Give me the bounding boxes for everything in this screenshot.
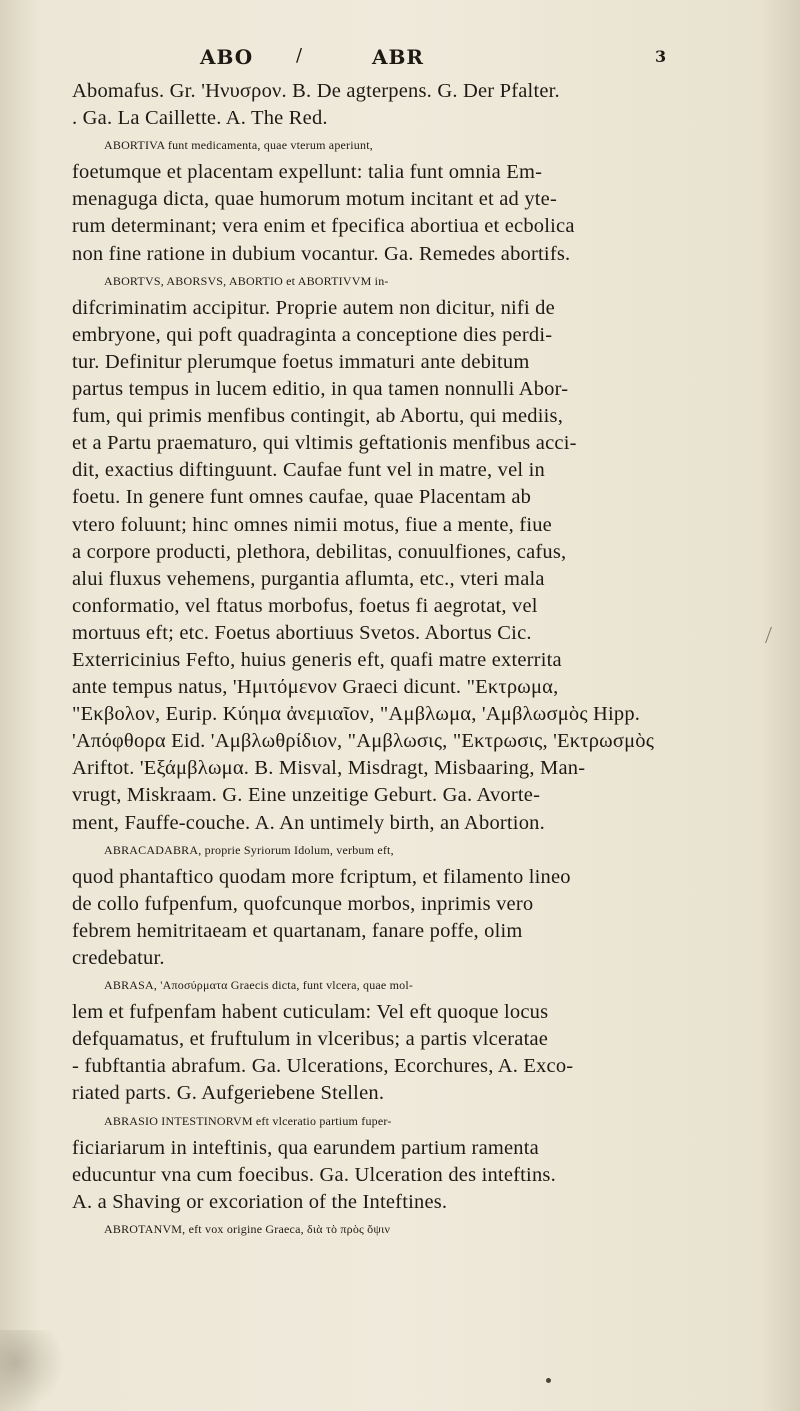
text-line: A. a Shaving or excoriation of the Inteftines.	[72, 1190, 448, 1213]
text-line: febrem hemitritaeam et quartanam, fanare poffe, olim	[72, 919, 523, 942]
text-line: a corpore producti, plethora, debilitas, conuulfiones, cafus,	[72, 540, 567, 563]
text-line: conformatio, vel ftatus morbofus, foetus fi aegrotat, vel	[72, 594, 538, 617]
dictionary-text	[72, 78, 782, 1243]
header-center-word: ABR	[372, 45, 425, 69]
header-left-word: ABO	[200, 45, 254, 69]
text-line: tur. Definitur plerumque foetus immaturi ante debitum	[72, 350, 530, 373]
running-header	[200, 45, 750, 75]
text-line: foetu. In genere funt omnes caufae, quae Placentam ab	[72, 486, 532, 509]
text-line: non fine ratione in dubium vocantur. Ga. Remedes abortifs.	[72, 242, 571, 265]
text-line: ABORTIVA funt medicamenta, quae vterum aperiunt,	[104, 138, 373, 153]
text-line: foetumque et placentam expellunt: talia funt omnia Em-	[72, 161, 543, 184]
text-line: menaguga dicta, quae humorum motum incitant et ad yte-	[72, 188, 558, 211]
text-line: vrugt, Miskraam. G. Eine unzeitige Geburt. Ga. Avorte-	[72, 784, 541, 807]
text-line: ABRASA, 'Απoσύρματα Graecis dicta, funt vlcera, quae mol-	[104, 978, 414, 993]
text-line: embryone, qui poft quadraginta a conceptione dies perdi-	[72, 323, 553, 346]
text-line: de collo fufpenfum, quofcunque morbos, inprimis vero	[72, 892, 534, 915]
text-line: vtero foluunt; hinc omnes nimii motus, fiue a mente, fiue	[72, 513, 552, 536]
header-separator: /	[296, 45, 304, 66]
text-line: quod phantaftico quodam more fcriptum, et filamento lineo	[72, 865, 571, 888]
text-line: riated parts. G. Aufgeriebene Stellen.	[72, 1082, 385, 1105]
text-line: difcriminatim accipitur. Proprie autem non dicitur, nifi de	[72, 296, 555, 319]
text-line: mortuus eft; etc. Foetus abortiuus Svetos. Abortus Cic.	[72, 621, 532, 644]
text-line: dit, exactius diftinguunt. Caufae funt vel in matre, vel in	[72, 459, 545, 482]
text-line: ABRASIO INTESTINORVM eft vlceratio partium fuper-	[104, 1113, 392, 1128]
text-line: credebatur.	[72, 947, 165, 969]
text-line: 'Απόφθορα Eid. 'Αμβλωθρίδιον, "Αμβλωσις, "Εκτρωσις, 'Εκτρωσμὸς	[72, 730, 655, 753]
ink-dot	[546, 1378, 551, 1383]
text-line: Ariftot. 'Εξάμβλωμα. B. Misval, Misdragt, Misbaaring, Man-	[72, 757, 586, 780]
text-line: . Ga. La Caillette. A. The Red.	[72, 107, 328, 130]
text-line: ABORTVS, ABORSVS, ABORTIO et ABORTIVVM in-	[104, 273, 389, 288]
text-line: rum determinant; vera enim et fpecifica abortiua et ecbolica	[72, 215, 575, 238]
text-line: Abomafus. Gr. 'Hνυσρον. B. De agterpens. G. Der Pfalter.	[72, 80, 560, 102]
text-line: Exterricinius Fefto, huius generis eft, quafi matre exterrita	[72, 648, 562, 671]
text-line: educuntur vna cum foecibus. Ga. Ulceration des inteftins.	[72, 1163, 556, 1186]
text-line: "Εκβολον, Eurip. Κύημα ἀνεμιαῖον, "Αμβλωμα, 'Αμβλωσμὸς Hipp.	[72, 703, 641, 726]
page-number: 3	[655, 47, 668, 66]
text-line: ante tempus natus, 'Hμιτόμενον Graeci dicunt. "Εκτρωμα,	[72, 676, 559, 699]
text-line: fum, qui primis menfibus contingit, ab Abortu, qui mediis,	[72, 405, 564, 428]
text-line: partus tempus in lucem editio, in qua tamen nonnulli Abor-	[72, 378, 569, 401]
text-line: lem et fufpenfam habent cuticulam: Vel eft quoque locus	[72, 1001, 549, 1024]
text-line: ficiariarum in inteftinis, qua earundem partium ramenta	[72, 1136, 539, 1159]
text-line: et a Partu praematuro, qui vltimis geftationis menfibus acci-	[72, 432, 577, 455]
text-line: ABRACADABRA, proprie Syriorum Idolum, verbum eft,	[104, 842, 394, 857]
text-line: - fubftantia abrafum. Ga. Ulcerations, Ecorchures, A. Exco-	[72, 1055, 574, 1078]
paper-stain	[0, 1330, 80, 1410]
text-line: ABROTANVM, eft vox origine Graeca, διὰ τὸ πρὸς ὄψιν	[104, 1221, 391, 1236]
text-line: ment, Fauffe-couche. A. An untimely birth, an Abortion.	[72, 811, 545, 834]
text-line: alui fluxus vehemens, purgantia aflumta, etc., vteri mala	[72, 567, 545, 590]
text-line: defquamatus, et fruftulum in vlceribus; a partis vlceratae	[72, 1028, 549, 1051]
